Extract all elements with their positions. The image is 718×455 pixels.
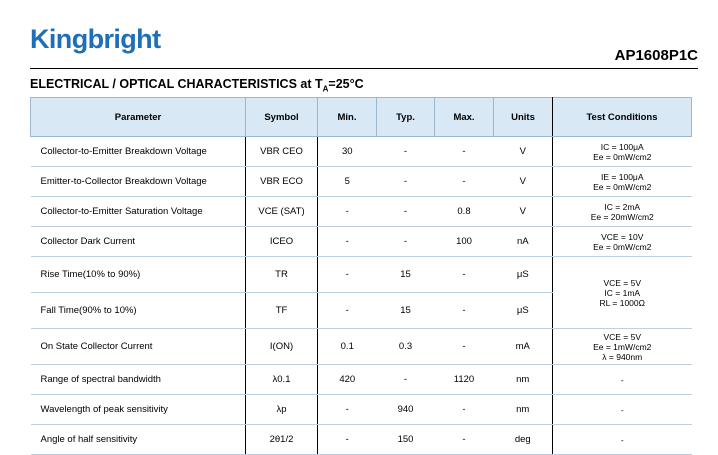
cell-conditions (553, 395, 692, 425)
cell-typ: - (377, 365, 435, 395)
cell-min: 0.1 (318, 329, 377, 365)
table-body (31, 137, 692, 455)
condition-line: - (620, 404, 624, 415)
cell-max: 0.8 (435, 197, 494, 227)
section-title-tail: =25°C (328, 77, 364, 91)
cell-parameter: Fall Time(90% to 10%) (31, 293, 246, 329)
condition-line: Ee = 1mW/cm2 (593, 341, 652, 352)
cell-min: - (318, 257, 377, 293)
cell-conditions (553, 425, 692, 455)
cell-typ: 0.3 (377, 329, 435, 365)
cell-max: 1120 (435, 365, 494, 395)
table-row (31, 365, 692, 395)
cell-conditions (553, 257, 692, 329)
cell-min: 420 (318, 365, 377, 395)
cell-min: - (318, 425, 377, 455)
condition-line: λ = 940nm (602, 351, 643, 362)
cell-units: μS (494, 257, 553, 293)
cell-symbol: VCE (SAT) (246, 197, 318, 227)
cell-units: nm (494, 365, 553, 395)
condition-line: - (620, 434, 624, 445)
condition-line: Ee = 0mW/cm2 (593, 151, 652, 162)
cell-min: - (318, 227, 377, 257)
section-title-subscript: A (322, 84, 329, 94)
header-divider (30, 68, 698, 69)
cell-units: V (494, 137, 553, 167)
condition-line: VCE = 5V (603, 331, 642, 342)
header-symbol: Symbol (246, 98, 318, 137)
cell-max: - (435, 167, 494, 197)
header-units: Units (494, 98, 553, 137)
cell-symbol: ICEO (246, 227, 318, 257)
condition-line: Ee = 20mW/cm2 (590, 211, 654, 222)
table-row (31, 395, 692, 425)
header-typ: Typ. (377, 98, 435, 137)
cell-parameter: Range of spectral bandwidth (31, 365, 246, 395)
condition-line: Ee = 0mW/cm2 (593, 181, 652, 192)
condition-line: IC = 100μA (600, 141, 644, 152)
cell-symbol: λ0.1 (246, 365, 318, 395)
cell-symbol: TF (246, 293, 318, 329)
condition-line: - (620, 374, 624, 385)
cell-parameter: Collector Dark Current (31, 227, 246, 257)
part-number: AP1608P1C (614, 47, 698, 64)
cell-symbol: VBR ECO (246, 167, 318, 197)
table-row (31, 137, 692, 167)
cell-parameter: Angle of half sensitivity (31, 425, 246, 455)
cell-conditions (553, 167, 692, 197)
cell-typ: 150 (377, 425, 435, 455)
cell-typ: 15 (377, 293, 435, 329)
cell-conditions (553, 197, 692, 227)
cell-symbol: 2θ1/2 (246, 425, 318, 455)
cell-parameter: Collector-to-Emitter Saturation Voltage (31, 197, 246, 227)
cell-typ: - (377, 227, 435, 257)
cell-conditions (553, 329, 692, 365)
header-parameter: Parameter (31, 98, 246, 137)
cell-units: μS (494, 293, 553, 329)
cell-units: deg (494, 425, 553, 455)
cell-min: - (318, 395, 377, 425)
brand-logo: Kingbright (30, 24, 161, 54)
condition-line: IE = 100μA (601, 171, 644, 182)
cell-max: - (435, 257, 494, 293)
cell-max: 100 (435, 227, 494, 257)
cell-conditions (553, 365, 692, 395)
cell-units: nm (494, 395, 553, 425)
table-row (31, 227, 692, 257)
cell-parameter: Collector-to-Emitter Breakdown Voltage (31, 137, 246, 167)
cell-symbol: TR (246, 257, 318, 293)
section-title (30, 77, 364, 94)
cell-parameter: Emitter-to-Collector Breakdown Voltage (31, 167, 246, 197)
section-title-text: ELECTRICAL / OPTICAL CHARACTERISTICS at T (30, 77, 323, 91)
condition-line: VCE = 5V (603, 277, 642, 288)
cell-units: V (494, 167, 553, 197)
cell-parameter: Wavelength of peak sensitivity (31, 395, 246, 425)
cell-min: 5 (318, 167, 377, 197)
cell-typ: 940 (377, 395, 435, 425)
cell-symbol: I(ON) (246, 329, 318, 365)
cell-parameter: Rise Time(10% to 90%) (31, 257, 246, 293)
cell-typ: - (377, 167, 435, 197)
cell-units: mA (494, 329, 553, 365)
cell-typ: 15 (377, 257, 435, 293)
cell-symbol: VBR CEO (246, 137, 318, 167)
table-row (31, 329, 692, 365)
condition-line: IC = 1mA (604, 287, 641, 298)
cell-conditions (553, 137, 692, 167)
header-min: Min. (318, 98, 377, 137)
condition-line: RL = 1000Ω (599, 297, 645, 308)
cell-min: - (318, 293, 377, 329)
cell-max: - (435, 137, 494, 167)
cell-units: V (494, 197, 553, 227)
table-row (31, 197, 692, 227)
table-header-row (31, 98, 692, 137)
header-max: Max. (435, 98, 494, 137)
condition-line: Ee = 0mW/cm2 (593, 241, 652, 252)
cell-max: - (435, 395, 494, 425)
cell-min: 30 (318, 137, 377, 167)
cell-min: - (318, 197, 377, 227)
table-row (31, 167, 692, 197)
cell-typ: - (377, 197, 435, 227)
cell-symbol: λp (246, 395, 318, 425)
header-conditions: Test Conditions (553, 98, 692, 137)
cell-typ: - (377, 137, 435, 167)
cell-conditions (553, 227, 692, 257)
condition-line: VCE = 10V (601, 231, 644, 242)
table-row (31, 425, 692, 455)
cell-max: - (435, 425, 494, 455)
cell-max: - (435, 329, 494, 365)
cell-max: - (435, 293, 494, 329)
table-row (31, 257, 692, 293)
cell-units: nA (494, 227, 553, 257)
characteristics-table (30, 97, 692, 455)
cell-parameter: On State Collector Current (31, 329, 246, 365)
condition-line: IC = 2mA (604, 201, 641, 212)
